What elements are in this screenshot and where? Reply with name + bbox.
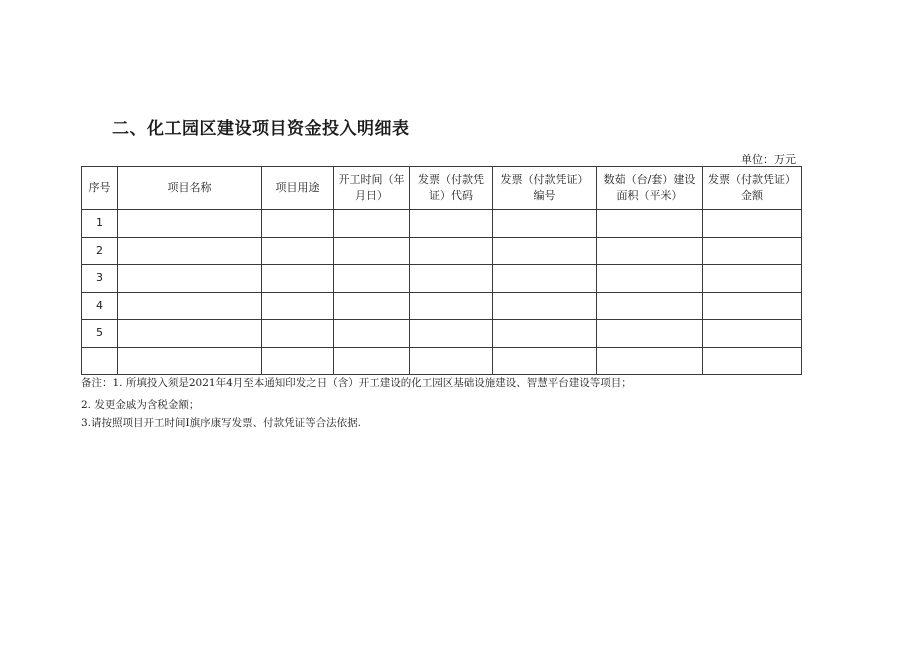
table-cell[interactable] <box>597 292 703 320</box>
note-line-2: 2. 发更金戚为含税金额； <box>81 398 200 411</box>
table-cell[interactable] <box>703 210 802 238</box>
table-row <box>82 210 802 238</box>
table-cell[interactable] <box>118 210 262 238</box>
table-cell[interactable]: 1 <box>82 210 118 238</box>
table-cell[interactable] <box>410 292 493 320</box>
table-row <box>82 265 802 293</box>
notes-section <box>81 377 632 431</box>
table-cell[interactable] <box>410 265 493 293</box>
unit-label: 单位：万元 <box>741 153 796 166</box>
table-cell[interactable] <box>597 265 703 293</box>
table-row <box>82 347 802 375</box>
table-cell[interactable]: 2 <box>82 237 118 265</box>
header-invoice-number: 发票（付款凭证） 编号 <box>493 167 597 210</box>
table-cell[interactable] <box>597 347 703 375</box>
table-cell[interactable] <box>82 347 118 375</box>
investment-detail-table <box>81 166 802 375</box>
table-cell[interactable] <box>493 210 597 238</box>
table-row <box>82 237 802 265</box>
table-cell[interactable] <box>118 237 262 265</box>
table-cell[interactable] <box>410 237 493 265</box>
table-cell[interactable] <box>334 210 410 238</box>
header-invoice-code: 发票（付款凭 证）代码 <box>410 167 493 210</box>
table-cell[interactable] <box>334 265 410 293</box>
header-quantity-area: 数茹（台/套）建设 面积（平米） <box>597 167 703 210</box>
table-cell[interactable]: 3 <box>82 265 118 293</box>
table-cell[interactable]: 4 <box>82 292 118 320</box>
table-cell[interactable] <box>703 320 802 348</box>
note-line-3: 3.请按照项目开工时间I旗序康写发票、付款凭证等合法依据. <box>81 417 362 430</box>
header-project-name: 项目名称 <box>118 167 262 210</box>
table-cell[interactable] <box>262 237 334 265</box>
table-cell[interactable] <box>597 320 703 348</box>
table-cell[interactable] <box>410 210 493 238</box>
table-cell[interactable] <box>262 292 334 320</box>
table-cell[interactable] <box>493 320 597 348</box>
table-cell[interactable] <box>703 347 802 375</box>
table-cell[interactable] <box>118 320 262 348</box>
table-cell[interactable] <box>410 320 493 348</box>
table-cell[interactable] <box>493 347 597 375</box>
table-cell[interactable] <box>118 292 262 320</box>
table-cell[interactable] <box>334 237 410 265</box>
table-row <box>82 320 802 348</box>
table-cell[interactable] <box>118 265 262 293</box>
table-cell[interactable] <box>493 265 597 293</box>
table-cell[interactable] <box>703 237 802 265</box>
page-title: 二、化工园区建设项目资金投入明细表 <box>112 119 410 139</box>
header-start-date: 开工时间（年 月日） <box>334 167 410 210</box>
table-cell[interactable] <box>597 210 703 238</box>
table-cell[interactable]: 5 <box>82 320 118 348</box>
table-cell[interactable] <box>262 347 334 375</box>
header-project-purpose: 项目用途 <box>262 167 334 210</box>
table-cell[interactable] <box>597 237 703 265</box>
table-cell[interactable] <box>410 347 493 375</box>
table-cell[interactable] <box>334 347 410 375</box>
table-body <box>82 210 802 375</box>
table-cell[interactable] <box>262 265 334 293</box>
table-header-row <box>82 167 802 210</box>
table-cell[interactable] <box>493 292 597 320</box>
header-serial-number: 序号 <box>82 167 118 210</box>
table-cell[interactable] <box>703 265 802 293</box>
table-cell[interactable] <box>334 292 410 320</box>
table-row <box>82 292 802 320</box>
table-cell[interactable] <box>703 292 802 320</box>
header-invoice-amount: 发票（付款凭证） 金额 <box>703 167 802 210</box>
note-line-1: 备注：1. 所填投入须是2021年4月至本通知印发之日（含）开工建设的化工园区基础设施建设、智慧平台建设等项目； <box>81 377 632 389</box>
table-cell[interactable] <box>493 237 597 265</box>
table-cell[interactable] <box>118 347 262 375</box>
table-cell[interactable] <box>262 320 334 348</box>
table-cell[interactable] <box>334 320 410 348</box>
table-cell[interactable] <box>262 210 334 238</box>
